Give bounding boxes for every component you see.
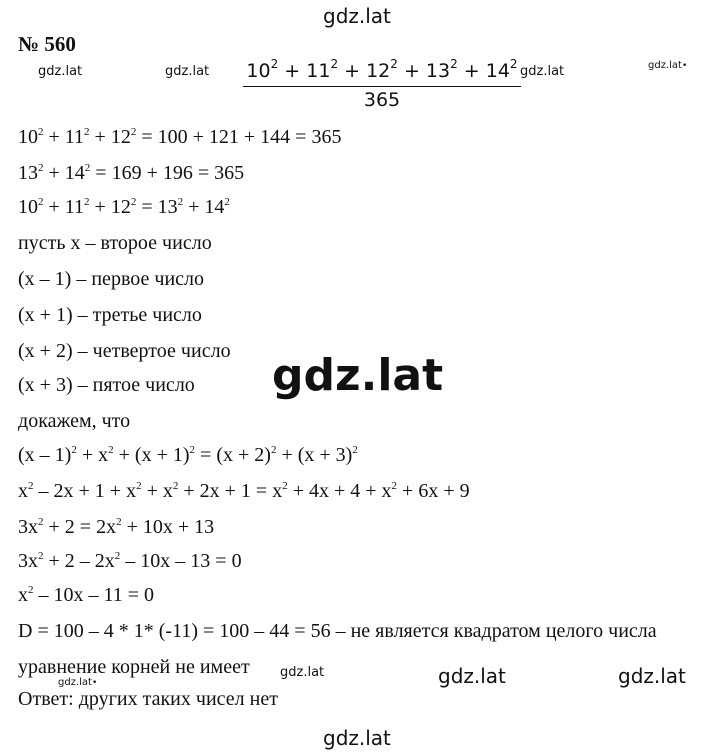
watermark-small-left: gdz.lat• <box>58 677 98 688</box>
solution-line: $(x - 1)^2 + x^2 + (x + 1)^2 = (x + 2)^2 + (x + 3)^2$ <box>18 444 358 466</box>
solution-line: $3x^2 + 2 - 2x^2 - 10x - 13 = 0$ <box>18 550 242 572</box>
watermark-frac-right: gdz.lat <box>520 64 565 79</box>
solution-line: пусть x – второе число <box>18 232 212 254</box>
solution-line: $x^2 - 10x - 11 = 0$ <box>18 584 155 606</box>
watermark-row-right-a: gdz.lat <box>438 664 506 688</box>
problem-title: № 560 <box>18 32 76 56</box>
solution-line: D = 100 – 4 * 1* (-11) = 100 – 44 = 56 – не является квадратом целого числа <box>18 620 657 642</box>
watermark-left-a: gdz.lat <box>38 64 83 79</box>
solution-line: (x – 1) – первое число <box>18 268 205 290</box>
fraction <box>243 57 521 111</box>
watermark-center: gdz.lat <box>272 350 444 401</box>
solution-line: докажем, что <box>18 410 131 432</box>
watermark-row-right-b: gdz.lat <box>618 664 686 688</box>
solution-line: $10^2 + 11^2 + 12^2 = 100 + 121 + 144 = 365$ <box>18 126 342 148</box>
watermark-bottom: gdz.lat <box>323 726 391 750</box>
solution-line: $13^2 + 14^2 = 169 + 196 = 365$ <box>18 162 245 184</box>
watermark-row-mid: gdz.lat <box>280 665 325 680</box>
fraction-numerator: $10^2 + 11^2 + 12^2 + 13^2 + 14^2$ <box>246 57 518 82</box>
solution-line: $10^2 + 11^2 + 12^2 = 13^2 + 14^2$ <box>18 196 230 218</box>
watermark-left-b: gdz.lat <box>165 64 210 79</box>
solution-line: $3x^2 + 2 = 2x^2 + 10x + 13$ <box>18 516 215 538</box>
solution-line: (x + 1) – третье число <box>18 304 202 326</box>
solution-line: (x + 3) – пятое число <box>18 374 195 396</box>
solution-line: (x + 2) – четвертое число <box>18 340 231 362</box>
watermark-top: gdz.lat <box>323 4 391 28</box>
fraction-denominator: 365 <box>363 89 401 111</box>
solution-line: $x^2 - 2x + 1 + x^2 + x^2 + 2x + 1 = x^2 + 4x + 4 + x^2 + 6x + 9$ <box>18 480 470 502</box>
watermark-top-right: gdz.lat• <box>648 60 688 71</box>
solution-line: уравнение корней не имеет <box>18 656 250 678</box>
answer-line: Ответ: других таких чисел нет <box>18 688 278 710</box>
